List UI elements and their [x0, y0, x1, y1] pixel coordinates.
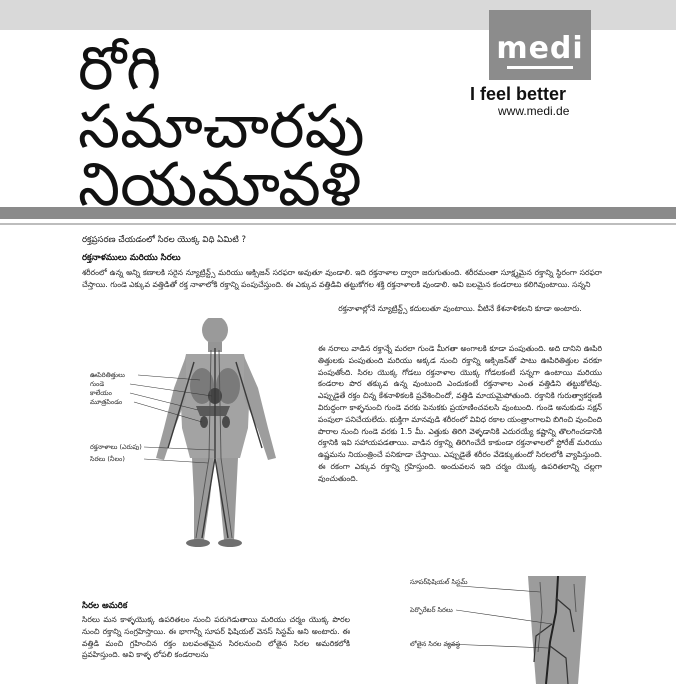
- label-liver: కాలేయం: [90, 389, 112, 397]
- title-line-2: సమాచారపు: [78, 92, 365, 162]
- body-circulation-figure: [90, 318, 320, 550]
- title-line-1: రోగి: [78, 34, 162, 104]
- label-deep-system: లోతైన సిరల వ్యవస్థ: [410, 640, 461, 648]
- label-kidney: మూత్రపిండం: [90, 398, 123, 406]
- leg-illustration: [528, 576, 586, 684]
- paragraph-3: సిరలు మన కాళ్ళయొక్క ఉపరితలం నుంచి పరుగెడుతాయి మరియు చర్మం యొక్క పొరల నుంచి రక్తాన్ని సంగ్రహిస్తాయి. ఈ భాగాన్నీ సూపర్ ఫిషియల్ వెనస్ సిస్టమ్ అని అంటారు. ఈ వత్తిడి మంచి గ్రహించిన రక్తం బలవంతమైన సిరలనుంచి లోతైన సిరల అమరికలోకి ప్రవహిస్తుంది. అవి కాళ్ళ లోపలి కండరాలను: [82, 615, 350, 660]
- section-heading-vessels: రక్తనాళములు మరియు సిరలు: [82, 253, 181, 263]
- brand-tagline: I feel better: [470, 84, 567, 104]
- section-heading-veins: సిరల అమరిక: [82, 601, 128, 611]
- label-artery: రక్తనాళాలు (ఎరుపు): [90, 443, 142, 451]
- question-heading: రక్తప్రసరణ చేయడంలో సిరల యొక్క విధి ఏమిటి ?: [82, 235, 246, 245]
- divider-line: [0, 223, 676, 225]
- label-superficial-system: సూపర్‌ఫిషియల్ సిస్టమ్: [410, 578, 468, 586]
- label-perforator-veins: పెర్ఫొరేటర్ సిరలు: [410, 606, 453, 614]
- brand-url: www.medi.de: [498, 104, 570, 118]
- medi-logo: [489, 10, 591, 80]
- page-title: [78, 34, 365, 220]
- label-vein: సిరలు (నీలం): [90, 455, 125, 463]
- title-line-3: నియమావళి: [78, 150, 362, 220]
- label-lungs: ఊపిరితిత్తులు: [90, 371, 125, 379]
- paragraph-2: ఈ నరాలు వాడిన రక్తాన్నే మరలా గుండె మీగతా అంగాలకి కూడా పంపుతుంది. అది దానిని ఊపిరి తిత్తులకు పంపుతుంది మరియు అక్కడ నుంచి రక్తాన్ని ఆక్సిజన్‌తో పాటు ఊపిరితిత్తుల వరకూ పంపుతోంది. సిరల యొక్క గోడలు రక్తనాళాల యొక్క గోడలకంటే సన్నగా ఉంటాయి మరియు కండరాల పొర తక్కువ ఉన్న వుంటుంది ఎందుకంటే రక్తనాళాల ఎంత వత్తిడిని తట్టుకోలేవు. ఎప్పుడైతే రక్తం చిన్న కేశనాళికలకి ప్రవేశించిందో, వత్తిడి మాయమైపోతుంది. రక్తానికి గురుత్వాకర్షణకి విరుద్ధంగా కాళ్ళనుంచి గుండె వరకు పెనుకకు ప్రయాణించవలసి వుంటుంది. గుండె అనుకుడు సక్షన్ పంపులా పనిచేయలేదు. భుక్తిగా మానవుడి శరీరంలో వివిధ రకాల యంత్రాంగాలవి బిగించి వుంచింది పొరాల నుంచి గుండె వరకు 1.5 మీ. ఎత్తుకు తిరిగి వెళ్ళడానికి ఎదురయ్యే కష్టాన్ని తొలగించడానికి రక్తానికి ఇవి సహాయపడతాయి. వాడిన రక్తాన్ని తిరిగించేదే కాకుండా రక్తనాళాలలో స్టోరేజ్ మరియు ఉష్ణమను నియంత్రించే పనికూడా చేస్తాయి. ఎప్పుడైతే శరీరం వేడెక్కుతుందో సిరలలోకి వ్యాపిస్తుంది. ఈ రకంగా ఎక్కువ రక్తాన్ని గ్రహిస్తుంది. అందువలన ఇది చర్మం యొక్క ఉపరితలాన్ని చల్లగా వుంచుతుంది.: [318, 344, 602, 483]
- logo-word: medi: [496, 31, 584, 66]
- leg-vein-figure: [410, 572, 610, 684]
- paragraph-1-continued: రక్తనాళాల్లోనే న్యూట్రిన్ట్స్ కదులుతూ వుంటాయి. వీటినే కేశనాళికలని కూడా అంటారు.: [338, 304, 582, 313]
- label-heart: గుండె: [90, 380, 105, 388]
- human-body-illustration: [156, 318, 276, 547]
- paragraph-1: శరీరంలో ఉన్న అన్ని కణాలకి సరైన న్యూట్రిన్ట్స్ మరియు ఆక్సిజన్ సరఫరా అవుతూ వుండాలి. ఇది రక్తనాళాల ద్వారా జరుగుతుంది. శరీరమంతా సూక్ష్మమైన రక్తాన్ని స్థిరంగా సరఫరా చేస్తాయి. గుండె ఎక్కువ వత్తిడితో రక్త నాళాలోకి రక్తాన్ని పంపుచేస్తుంది. ఈ ఎక్కువ వత్తిడివి తట్టుకోగల శక్తి రక్తనాళాలకి వుండాలి. అవి బలమైన కండరాలు కలిగివుంటాయి. సన్నని: [82, 268, 602, 289]
- logo-underline: [507, 66, 573, 69]
